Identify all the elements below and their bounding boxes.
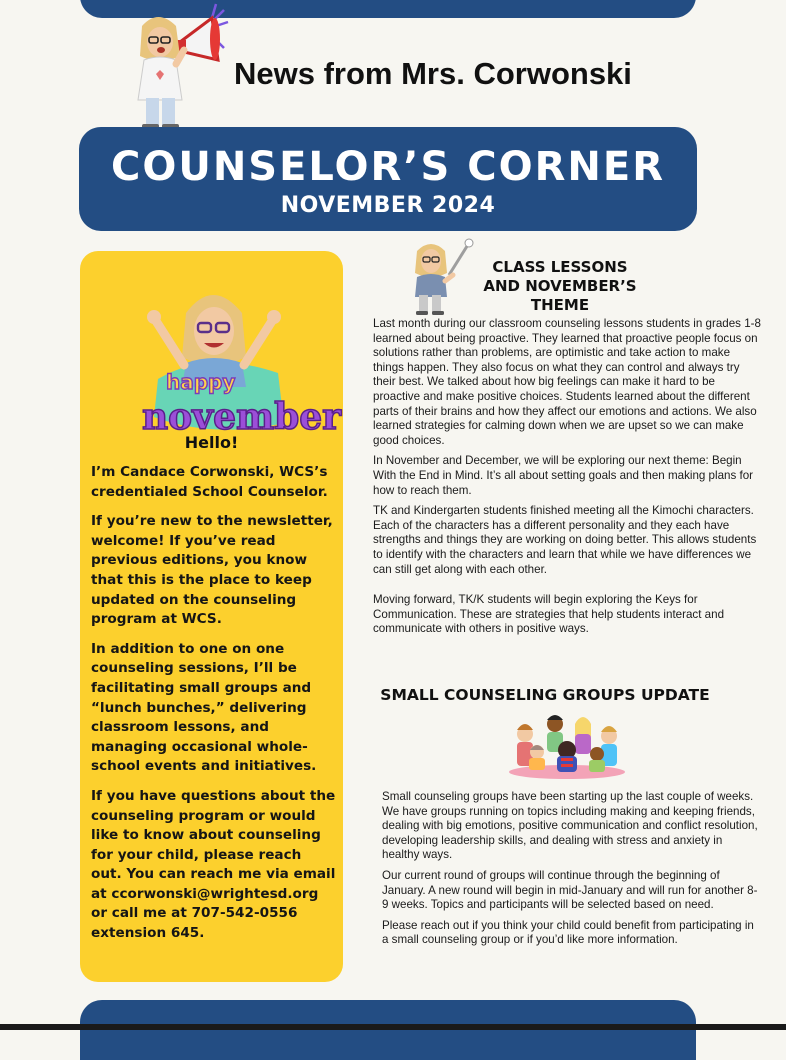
lesson-paragraph: Last month during our classroom counseling lessons students in grades 1-8 learned about being proactive. They learned that proactive people focus on solutions rather than problems, are optimistic and take action to make things happen. They also focus on what they can control and always try their best. We talked about how big feelings can make it hard to be proactive and make positive choices. Students learned about the different parts of their brains and how they affect our emotions and actions. We also learned strategies for calming down when we are upset so we can make good choices. [373,317,761,447]
intro-paragraph: If you’re new to the newsletter, welcome! If you’ve read previous editions, you know that this is the place to keep updated on the counseling program at WCS. [91,513,333,628]
happy-november-avatar-icon [128,269,342,439]
small-groups-text [382,790,762,954]
class-lessons-text [373,317,763,643]
intro-paragraph: In addition to one on one counseling sessions, I’ll be facilitating small groups and “lunch bunches,” delivering classroom lessons, and managing occasional whole-school events and initiatives. [91,640,317,775]
group-paragraph: Small counseling groups have been starting up the last couple of weeks. We have groups running on topics including making and keeping friends, dealing with big emotions, positive communication and conflict resolution, developing leadership skills, and dealing with stress and anxiety in healthy ways. [382,790,758,862]
lesson-paragraph: TK and Kindergarten students finished meeting all the Kimochi characters. Each of the characters has a different personality and they each have strengths and things they are working on doing better. This allows students to identify with the characters and learn that while we have differences we can still get along with each other. [373,504,757,576]
november-art-text: november [142,396,342,438]
hello-heading: Hello! [184,433,239,452]
small-groups-heading: SMALL COUNSELING GROUPS UPDATE [380,686,710,704]
lesson-paragraph: Moving forward, TK/K students will begin exploring the Keys for Communication. These are strategies that help students interact and communicate with others in positive ways. [373,593,725,636]
intro-paragraph: I’m Candace Corwonski, WCS’s credentialed School Counselor. [91,464,328,500]
class-lessons-heading: CLASS LESSONS AND NOVEMBER’S THEME [483,258,637,314]
kids-circle-illustration-icon [507,712,627,780]
intro-sidebar [80,251,343,982]
group-paragraph: Our current round of groups will continue through the beginning of January. A new round will begin in mid-January and will run for another 8-9 weeks. Topics and participants will be selected based on need. [382,868,758,912]
group-paragraph: Please reach out if you think your child could benefit from participating in a small counseling group or if you’d like more information. [382,918,754,947]
lesson-paragraph: In November and December, we will be exploring our next theme: Begin With the End in Mind. It’s all about setting goals and then making plans for how to reach them. [373,454,754,497]
banner-subtitle: NOVEMBER 2024 [280,193,496,218]
teacher-pointer-avatar-icon [405,237,475,317]
intro-text [91,463,336,954]
newsletter-title: News from Mrs. Corwonski [234,56,632,91]
bottom-edge-line [0,1024,786,1030]
counselors-corner-banner [79,127,697,231]
happy-art-text: happy [166,370,236,394]
bottom-decor-bar [80,1000,696,1060]
banner-title: COUNSELOR’S CORNER [110,144,665,190]
intro-paragraph: If you have questions about the counseling program or would like to know about counseling for your child, please reach out. You can reach me via email at ccorwonski@wrightesd.org or call me at 707-542-0556 extension 645. [91,787,336,942]
megaphone-avatar-icon [120,0,230,130]
